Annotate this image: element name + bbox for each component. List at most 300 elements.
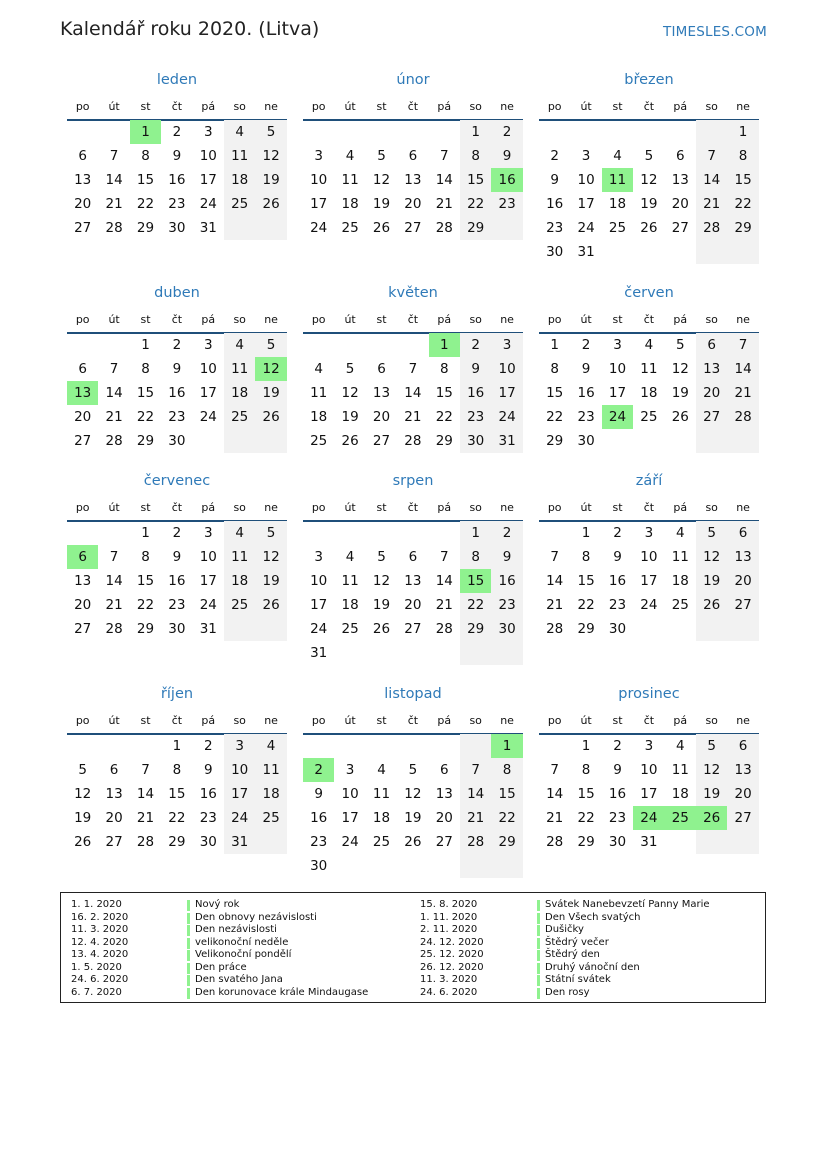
day-cell: 3 <box>203 124 213 140</box>
legend-date: 26. 12. 2020 <box>420 961 484 973</box>
legend-holiday-name: Nový rok <box>195 899 240 910</box>
weekday-label: so <box>469 501 482 514</box>
day-cell: 23 <box>546 220 564 236</box>
empty-weekend-cell <box>460 734 491 758</box>
weekday-label: po <box>547 714 562 727</box>
day-cell: 29 <box>577 621 595 637</box>
day-cell: 17 <box>224 782 255 806</box>
day-cell: 27 <box>727 593 758 617</box>
empty-weekend-cell <box>460 641 491 665</box>
day-cell: 6 <box>727 521 758 545</box>
day-cell: 29 <box>435 433 453 449</box>
day-cell: 6 <box>439 762 449 778</box>
day-cell: 9 <box>550 172 559 188</box>
legend-holiday-name: Den rosy <box>545 986 590 998</box>
day-cell: 5 <box>255 521 286 545</box>
day-cell: 5 <box>696 521 727 545</box>
month-name: říjen <box>160 686 194 702</box>
day-cell: 17 <box>310 196 328 212</box>
day-cell: 16 <box>491 569 522 593</box>
day-cell: 17 <box>640 786 658 802</box>
day-cell: 16 <box>168 385 186 401</box>
day-cell: 15 <box>136 172 155 188</box>
weekday-label: pá <box>673 501 688 514</box>
legend-entry <box>61 974 765 987</box>
day-cell: 8 <box>141 549 150 565</box>
day-cell: 30 <box>168 621 186 637</box>
weekday-label: út <box>580 501 592 514</box>
weekday-label: ne <box>736 714 750 727</box>
weekday-header <box>67 501 287 517</box>
day-cell: 7 <box>109 361 119 377</box>
weekday-label: čt <box>171 714 183 727</box>
empty-weekend-cell <box>224 216 255 240</box>
day-cell: 19 <box>372 597 391 613</box>
day-cell: 21 <box>727 381 758 405</box>
weekday-label: st <box>612 501 623 514</box>
day-cell: 7 <box>109 148 119 164</box>
weekday-label: so <box>469 100 482 113</box>
day-cell: 4 <box>345 549 355 565</box>
day-cell: 1 <box>141 525 150 541</box>
day-cell: 19 <box>696 782 727 806</box>
day-cell: 4 <box>255 734 286 758</box>
weekday-label: ne <box>736 100 750 113</box>
day-cell: 3 <box>314 148 323 164</box>
day-cell: 5 <box>377 148 386 164</box>
weekday-label: čt <box>407 100 419 113</box>
day-cell: 14 <box>404 385 422 401</box>
day-cell: 26 <box>255 405 286 429</box>
day-cell: 4 <box>224 333 255 357</box>
day-cell: 25 <box>341 220 359 236</box>
day-cell: 10 <box>199 549 217 565</box>
day-cell: 23 <box>608 597 627 613</box>
weekday-label: so <box>233 501 246 514</box>
day-cell: 29 <box>460 617 491 641</box>
weekday-label: st <box>612 100 623 113</box>
legend-date: 24. 12. 2020 <box>420 936 484 948</box>
day-cell: 22 <box>460 192 491 216</box>
day-cell: 8 <box>581 762 591 778</box>
day-cell: 20 <box>404 597 422 613</box>
weekday-label: po <box>311 714 326 727</box>
weekday-label: pá <box>673 313 688 326</box>
holiday-day-cell: 11 <box>602 168 633 192</box>
day-cell: 3 <box>644 525 654 541</box>
weekday-label: út <box>108 714 120 727</box>
day-cell: 28 <box>105 433 123 449</box>
weekday-label: po <box>75 501 90 514</box>
empty-weekend-cell <box>696 240 727 264</box>
weekday-label: so <box>705 100 718 113</box>
day-cell: 23 <box>577 409 595 425</box>
day-cell: 11 <box>310 385 328 401</box>
day-cell: 13 <box>727 545 758 569</box>
weekday-label: po <box>75 714 90 727</box>
day-cell: 18 <box>310 409 328 425</box>
day-cell: 26 <box>372 220 391 236</box>
day-cell: 4 <box>377 762 386 778</box>
day-cell: 8 <box>460 545 491 569</box>
day-cell: 15 <box>136 385 155 401</box>
day-cell: 27 <box>372 433 391 449</box>
weekday-label: pá <box>201 501 216 514</box>
day-cell: 21 <box>435 196 453 212</box>
day-cell: 26 <box>255 593 286 617</box>
legend-holiday-name: Druhý vánoční den <box>545 961 640 973</box>
day-cell: 30 <box>310 858 328 874</box>
weekday-label: út <box>108 313 120 326</box>
legend-holiday-name: Velikonoční pondělí <box>195 949 292 960</box>
day-cell: 22 <box>577 810 595 826</box>
day-cell: 23 <box>168 196 186 212</box>
weekday-header <box>67 100 287 116</box>
month-name: březen <box>624 72 674 88</box>
day-cell: 10 <box>577 172 595 188</box>
empty-weekend-cell <box>224 617 255 641</box>
weekday-label: st <box>376 501 387 514</box>
day-cell: 1 <box>581 738 591 754</box>
holiday-day-cell: 26 <box>696 806 727 830</box>
weekday-label: pá <box>437 313 452 326</box>
day-cell: 31 <box>199 621 217 637</box>
weekday-label: st <box>140 714 151 727</box>
day-cell: 31 <box>199 220 217 236</box>
day-cell: 2 <box>460 333 491 357</box>
day-cell: 26 <box>255 192 286 216</box>
day-cell: 28 <box>404 433 422 449</box>
day-cell: 7 <box>550 762 559 778</box>
weekday-label: čt <box>171 501 183 514</box>
legend-holiday-name: Den svatého Jana <box>195 974 283 985</box>
day-cell: 11 <box>671 762 689 778</box>
holiday-day-cell: 6 <box>67 545 98 569</box>
day-cell: 23 <box>310 834 328 850</box>
day-cell: 13 <box>404 573 422 589</box>
weekday-label: út <box>580 100 592 113</box>
day-cell: 11 <box>341 172 359 188</box>
weekday-label: ne <box>500 714 514 727</box>
weekday-label: so <box>233 714 246 727</box>
day-cell: 22 <box>727 192 758 216</box>
weekday-header <box>539 501 759 517</box>
legend-date: 12. 4. 2020 <box>71 936 129 948</box>
month-name: červenec <box>143 473 211 489</box>
day-cell: 9 <box>172 148 182 164</box>
empty-weekend-cell <box>727 240 758 264</box>
day-cell: 19 <box>671 385 689 401</box>
legend-holiday-name: Svátek Nanebevzetí Panny Marie <box>545 899 710 910</box>
empty-weekend-cell <box>696 617 727 641</box>
day-cell: 9 <box>581 361 591 377</box>
weekday-label: po <box>311 100 326 113</box>
day-cell: 26 <box>696 593 727 617</box>
day-cell: 31 <box>310 645 328 661</box>
day-cell: 28 <box>136 834 155 850</box>
empty-weekend-cell <box>255 216 286 240</box>
day-cell: 29 <box>136 220 155 236</box>
weekday-label: út <box>580 313 592 326</box>
day-cell: 24 <box>224 806 255 830</box>
day-cell: 1 <box>550 337 559 353</box>
day-cell: 12 <box>255 545 286 569</box>
day-cell: 14 <box>435 172 453 188</box>
weekday-label: čt <box>407 714 419 727</box>
day-cell: 20 <box>727 782 758 806</box>
day-cell: 4 <box>613 148 622 164</box>
day-cell: 17 <box>199 385 217 401</box>
day-cell: 23 <box>608 810 627 826</box>
legend-date: 1. 5. 2020 <box>71 961 122 973</box>
day-cell: 3 <box>345 762 355 778</box>
weekday-label: po <box>547 100 562 113</box>
day-cell: 16 <box>577 385 595 401</box>
weekday-label: po <box>311 313 326 326</box>
day-cell: 29 <box>136 621 155 637</box>
day-cell: 17 <box>577 196 595 212</box>
day-cell: 18 <box>224 569 255 593</box>
weekday-label: st <box>612 313 623 326</box>
legend-date: 1. 1. 2020 <box>71 899 122 910</box>
day-cell: 27 <box>404 220 422 236</box>
month-name: únor <box>396 72 430 88</box>
day-cell: 13 <box>74 573 92 589</box>
weekday-label: út <box>344 100 356 113</box>
weekday-label: so <box>469 313 482 326</box>
day-cell: 29 <box>546 433 564 449</box>
day-cell: 23 <box>168 409 186 425</box>
day-cell: 15 <box>577 573 595 589</box>
empty-weekend-cell <box>696 120 727 144</box>
weekday-label: ne <box>500 313 514 326</box>
day-cell: 22 <box>460 593 491 617</box>
day-cell: 5 <box>675 337 685 353</box>
day-cell: 16 <box>168 573 186 589</box>
legend-holiday-name: Štědrý den <box>545 949 600 960</box>
weekday-label: ne <box>736 313 750 326</box>
day-cell: 14 <box>105 172 123 188</box>
weekday-label: po <box>75 100 90 113</box>
empty-weekend-cell <box>224 429 255 453</box>
day-cell: 16 <box>168 172 186 188</box>
day-cell: 15 <box>727 168 758 192</box>
empty-weekend-cell <box>491 216 522 240</box>
day-cell: 27 <box>727 806 758 830</box>
day-cell: 19 <box>74 810 92 826</box>
day-cell: 13 <box>404 172 422 188</box>
day-cell: 10 <box>310 573 328 589</box>
day-cell: 30 <box>491 617 522 641</box>
day-cell: 22 <box>168 810 186 826</box>
day-cell: 12 <box>640 172 658 188</box>
holiday-day-cell: 16 <box>491 168 522 192</box>
day-cell: 10 <box>199 361 217 377</box>
holiday-marker <box>537 925 540 936</box>
holiday-day-cell: 13 <box>67 381 98 405</box>
empty-weekend-cell <box>696 429 727 453</box>
day-cell: 5 <box>377 549 386 565</box>
day-cell: 20 <box>435 810 453 826</box>
weekday-label: so <box>705 313 718 326</box>
day-cell: 21 <box>404 409 422 425</box>
weekday-label: st <box>612 714 623 727</box>
day-cell: 2 <box>172 525 182 541</box>
day-cell: 21 <box>105 196 123 212</box>
day-cell: 29 <box>136 433 155 449</box>
weekday-label: út <box>580 714 592 727</box>
day-cell: 26 <box>341 433 359 449</box>
day-cell: 16 <box>460 381 491 405</box>
day-cell: 27 <box>74 220 92 236</box>
legend-entry <box>61 962 765 975</box>
day-cell: 6 <box>78 361 87 377</box>
empty-weekend-cell <box>255 830 286 854</box>
weekday-header <box>303 501 523 517</box>
day-cell: 22 <box>435 409 453 425</box>
day-cell: 2 <box>172 124 182 140</box>
month-name: leden <box>156 72 198 88</box>
day-cell: 6 <box>696 333 727 357</box>
weekday-label: po <box>547 501 562 514</box>
day-cell: 14 <box>435 573 453 589</box>
day-cell: 1 <box>460 120 491 144</box>
day-cell: 18 <box>224 168 255 192</box>
empty-weekend-cell <box>255 617 286 641</box>
weekday-label: čt <box>407 313 419 326</box>
holiday-marker <box>537 900 540 911</box>
day-cell: 9 <box>314 786 323 802</box>
day-cell: 2 <box>491 521 522 545</box>
weekday-label: pá <box>673 714 688 727</box>
day-cell: 20 <box>696 381 727 405</box>
day-cell: 25 <box>224 593 255 617</box>
weekday-label: ne <box>264 714 278 727</box>
day-cell: 7 <box>550 549 559 565</box>
day-cell: 1 <box>727 120 758 144</box>
legend-holiday-name: Den obnovy nezávislosti <box>195 911 317 923</box>
day-cell: 9 <box>491 144 522 168</box>
day-cell: 13 <box>435 786 453 802</box>
weekday-header <box>67 714 287 730</box>
day-cell: 19 <box>404 810 422 826</box>
day-cell: 3 <box>581 148 591 164</box>
holiday-marker <box>537 988 540 999</box>
weekday-label: so <box>705 501 718 514</box>
day-cell: 14 <box>727 357 758 381</box>
empty-weekend-cell <box>696 830 727 854</box>
day-cell: 11 <box>255 758 286 782</box>
weekday-label: čt <box>643 100 655 113</box>
day-cell: 19 <box>255 569 286 593</box>
day-cell: 2 <box>172 337 182 353</box>
weekday-header <box>303 714 523 730</box>
day-cell: 4 <box>345 148 355 164</box>
day-cell: 12 <box>696 545 727 569</box>
day-cell: 24 <box>491 405 522 429</box>
day-cell: 2 <box>203 738 213 754</box>
weekday-label: pá <box>201 313 216 326</box>
day-cell: 6 <box>408 549 418 565</box>
day-cell: 18 <box>341 597 359 613</box>
weekday-header <box>539 100 759 116</box>
day-cell: 30 <box>199 834 217 850</box>
day-cell: 12 <box>671 361 689 377</box>
day-cell: 10 <box>491 357 522 381</box>
day-cell: 5 <box>78 762 87 778</box>
day-cell: 28 <box>460 830 491 854</box>
day-cell: 24 <box>341 834 359 850</box>
day-cell: 14 <box>105 573 123 589</box>
day-cell: 3 <box>203 525 213 541</box>
day-cell: 13 <box>74 172 92 188</box>
day-cell: 2 <box>581 337 591 353</box>
holiday-day-cell: 25 <box>665 806 696 830</box>
day-cell: 25 <box>224 192 255 216</box>
weekday-label: ne <box>264 313 278 326</box>
legend-holiday-name: Dušičky <box>545 924 584 935</box>
day-cell: 14 <box>460 782 491 806</box>
day-cell: 29 <box>577 834 595 850</box>
weekday-label: so <box>233 313 246 326</box>
day-cell: 6 <box>408 148 418 164</box>
day-cell: 18 <box>255 782 286 806</box>
day-cell: 25 <box>640 409 658 425</box>
day-cell: 14 <box>136 786 155 802</box>
day-cell: 6 <box>675 148 685 164</box>
weekday-label: st <box>376 313 387 326</box>
day-cell: 18 <box>671 573 689 589</box>
day-cell: 6 <box>78 148 87 164</box>
weekday-header <box>67 313 287 329</box>
day-cell: 27 <box>696 405 727 429</box>
day-cell: 21 <box>136 810 155 826</box>
day-cell: 23 <box>199 810 217 826</box>
empty-weekend-cell <box>727 617 758 641</box>
day-cell: 11 <box>341 573 359 589</box>
legend-entry <box>61 949 765 962</box>
holiday-day-cell: 12 <box>255 357 286 381</box>
month-name: duben <box>154 285 200 301</box>
empty-weekend-cell <box>727 830 758 854</box>
day-cell: 2 <box>550 148 559 164</box>
day-cell: 9 <box>460 357 491 381</box>
day-cell: 10 <box>341 786 359 802</box>
day-cell: 11 <box>671 549 689 565</box>
day-cell: 31 <box>640 834 658 850</box>
legend-holiday-name: Den Všech svatých <box>545 911 641 923</box>
day-cell: 21 <box>696 192 727 216</box>
day-cell: 16 <box>199 786 217 802</box>
empty-weekend-cell <box>255 429 286 453</box>
weekday-label: čt <box>407 501 419 514</box>
day-cell: 7 <box>727 333 758 357</box>
day-cell: 29 <box>460 216 491 240</box>
day-cell: 17 <box>341 810 359 826</box>
day-cell: 12 <box>372 573 391 589</box>
day-cell: 22 <box>577 597 595 613</box>
brand-link[interactable]: TIMESLES.COM <box>663 24 767 40</box>
weekday-label: pá <box>437 100 452 113</box>
weekday-label: pá <box>201 714 216 727</box>
day-cell: 30 <box>460 429 491 453</box>
day-cell: 9 <box>491 545 522 569</box>
day-cell: 5 <box>345 361 355 377</box>
day-cell: 25 <box>310 433 328 449</box>
day-cell: 16 <box>310 810 328 826</box>
day-cell: 13 <box>727 758 758 782</box>
day-cell: 12 <box>74 786 92 802</box>
